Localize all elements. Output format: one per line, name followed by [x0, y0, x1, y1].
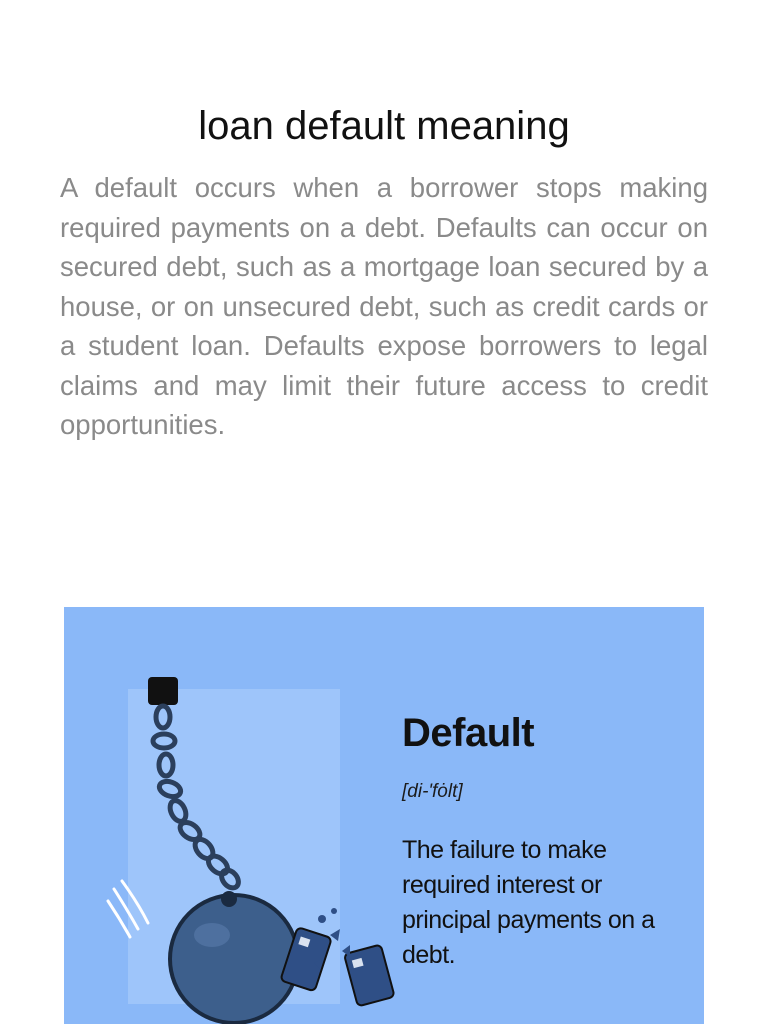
page-title: loan default meaning	[198, 104, 570, 148]
card-definition: The failure to make required interest or principal payments on a debt.	[402, 836, 655, 969]
wrecking-ball-credit-card-icon	[104, 667, 404, 1024]
card-heading: Default	[402, 711, 535, 755]
body-paragraph: A default occurs when a borrower stops making required payments on a debt. Defaults can occur on secured debt, such as a mortgage loan secured by a house, or on unsecured debt, such as credit cards or a student loan. Defaults expose borrowers to legal claims and may limit their future access to credit opportunities.	[60, 172, 708, 440]
card-pronunciation: [di-'fȯlt]	[402, 781, 463, 802]
definition-card	[64, 607, 704, 1024]
